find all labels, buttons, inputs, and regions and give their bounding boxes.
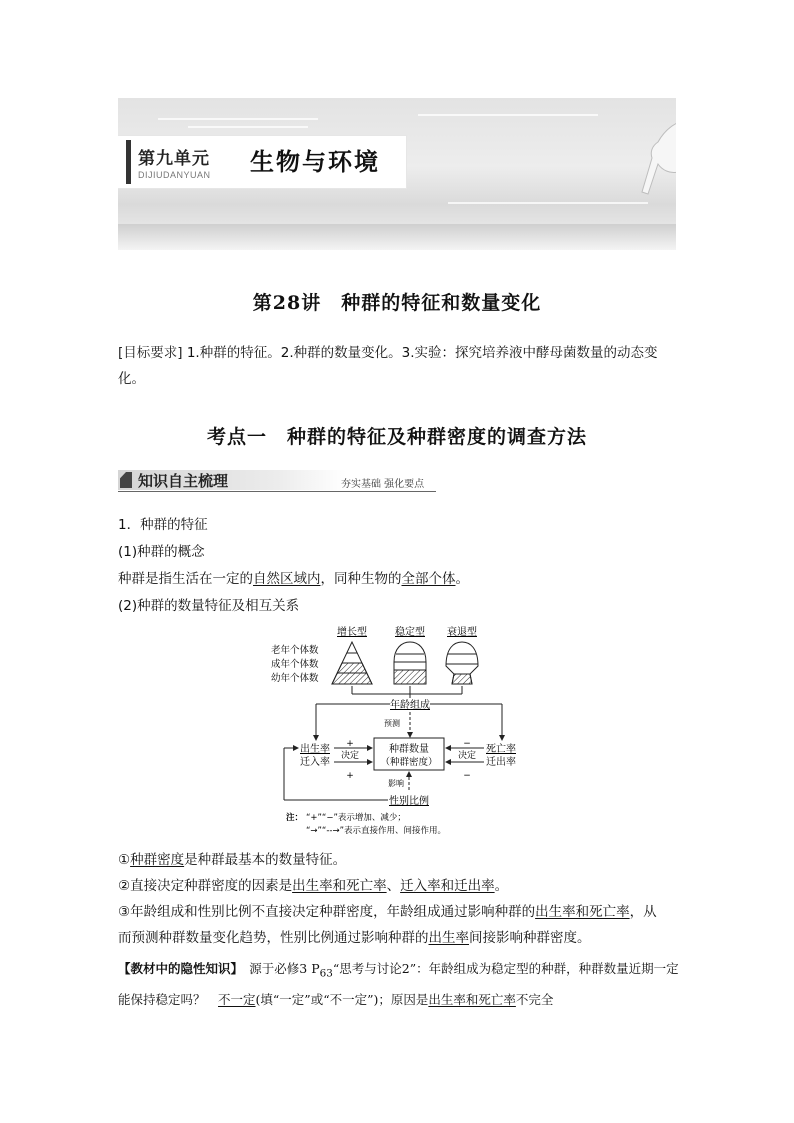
sub-heading-concept: (1)种群的概念 — [118, 544, 205, 560]
plus-sign: + — [346, 771, 354, 781]
hidden-text: 不完全 — [515, 991, 554, 1007]
definition-text: 。 — [455, 571, 469, 587]
stable-bell-icon — [394, 642, 426, 684]
answer-blank: 出生率和死亡率 — [292, 878, 387, 894]
sub-heading-features: (2)种群的数量特征及相互关系 — [118, 598, 300, 614]
point-text: 、 — [386, 878, 401, 894]
answer-blank: 出生率和死亡率 — [428, 991, 516, 1007]
definition-text: 种群是指生活在一定的 — [118, 571, 253, 587]
row-label-adult: 成年个体数 — [271, 659, 319, 670]
growth-pyramid-icon — [332, 642, 372, 684]
decline-urn-icon — [446, 642, 478, 684]
note-line-1: “+”“−”表示增加、减少； — [306, 813, 406, 823]
banner-streak — [188, 126, 308, 128]
point-2 — [118, 877, 678, 895]
banner-ground — [118, 224, 676, 250]
sex-ratio-label: 性别比例 — [389, 796, 429, 807]
unit-number: 第九单元 — [138, 149, 210, 169]
point-text: 。 — [494, 878, 509, 894]
birth-rate-label: 出生率 — [300, 744, 330, 755]
point-3-line-1 — [118, 903, 678, 921]
unit-theme: 生物与环境 — [250, 148, 380, 176]
age-composition-label: 年龄组成 — [390, 700, 430, 711]
immigration-rate-label: 迁入率 — [300, 757, 330, 768]
section-subtitle: 夯实基础 强化要点 — [341, 479, 425, 490]
unit-pinyin: DIJIUDANYUAN — [138, 170, 211, 180]
learning-goal — [118, 340, 678, 392]
death-rate-label: 死亡率 — [486, 744, 516, 755]
row-label-young: 幼年个体数 — [271, 673, 319, 684]
type-stable: 稳定型 — [395, 627, 425, 638]
point-text: ③年龄组成和性别比例不直接决定种群密度，年龄组成通过影响种群的 — [118, 904, 536, 920]
hidden-text: 源于必修3 P — [236, 961, 320, 976]
point-text: ① — [118, 852, 131, 868]
point-text: ②直接决定种群密度的因素是 — [118, 878, 293, 894]
definition-text: ，同种生物的 — [320, 571, 402, 587]
predict-label: 预测 — [384, 719, 400, 728]
minus-sign: − — [463, 771, 471, 781]
row-label-old: 老年个体数 — [271, 645, 319, 656]
note-tag: 注： — [286, 813, 304, 823]
hidden-knowledge — [118, 956, 680, 1013]
hidden-text: “思考与讨论2”：年龄组成为稳定型的种群，种群数量近期一定能保持稳定吗？ — [118, 961, 679, 1007]
answer-blank: 出生率 — [428, 930, 469, 946]
emigration-rate-label: 迁出率 — [486, 757, 516, 768]
unit-banner — [118, 98, 676, 250]
population-definition — [118, 570, 678, 588]
page-subscript: 63 — [319, 967, 333, 980]
banner-streak — [158, 118, 318, 120]
core-label: 种群数量 — [389, 744, 429, 755]
section-underline — [118, 491, 436, 492]
answer-blank: 出生率和死亡率 — [535, 904, 630, 920]
goal-tag: [目标要求] — [118, 345, 183, 361]
answer-blank: 种群密度 — [130, 852, 185, 868]
point-text: 是种群最基本的数量特征。 — [184, 852, 347, 868]
point-title: 考点一 种群的特征及种群密度的调查方法 — [206, 426, 587, 448]
plus-sign: + — [346, 739, 354, 749]
point-1 — [118, 851, 678, 869]
population-feature-diagram — [270, 622, 540, 842]
influence-label: 影响 — [388, 779, 404, 788]
point-text: 间接影响种群密度。 — [469, 930, 591, 946]
answer-blank: 全部个体 — [401, 571, 456, 587]
section-header — [118, 470, 436, 492]
goal-text: 1.种群的特征。2.种群的数量变化。3.实验：探究培养液中酵母菌数量的动态变化。 — [118, 345, 658, 387]
point-text: 而预测种群数量变化趋势，性别比例通过影响种群的 — [118, 930, 429, 946]
section-name: 知识自主梳理 — [138, 472, 229, 490]
item-heading: 1．种群的特征 — [118, 517, 208, 533]
core-sublabel: （种群密度） — [380, 757, 438, 768]
answer-blank: 自然区域内 — [253, 571, 321, 587]
type-growth: 增长型 — [337, 627, 367, 638]
unit-accent-bar — [126, 140, 131, 184]
diagram-svg — [270, 622, 540, 842]
point-text: ，从 — [629, 904, 657, 920]
point-3-line-2 — [118, 929, 678, 947]
hidden-knowledge-tag: 【教材中的隐性知识】 — [118, 961, 237, 976]
lecture-title: 第28讲 种群的特征和数量变化 — [252, 292, 542, 314]
banner-streak — [448, 202, 648, 204]
banner-streak — [418, 114, 598, 116]
horse-image — [638, 104, 676, 224]
minus-sign: − — [463, 739, 471, 749]
note-line-2: “→”“--→”表示直接作用、间接作用。 — [306, 826, 446, 836]
answer-blank: 迁入率和迁出率 — [400, 878, 495, 894]
decide-label: 决定 — [340, 751, 360, 761]
answer-blank: 不一定 — [218, 991, 256, 1007]
type-decline: 衰退型 — [447, 627, 477, 638]
hidden-text: (填“一定”或“不一定”)；原因是 — [255, 991, 429, 1007]
decide-label: 决定 — [457, 751, 477, 761]
